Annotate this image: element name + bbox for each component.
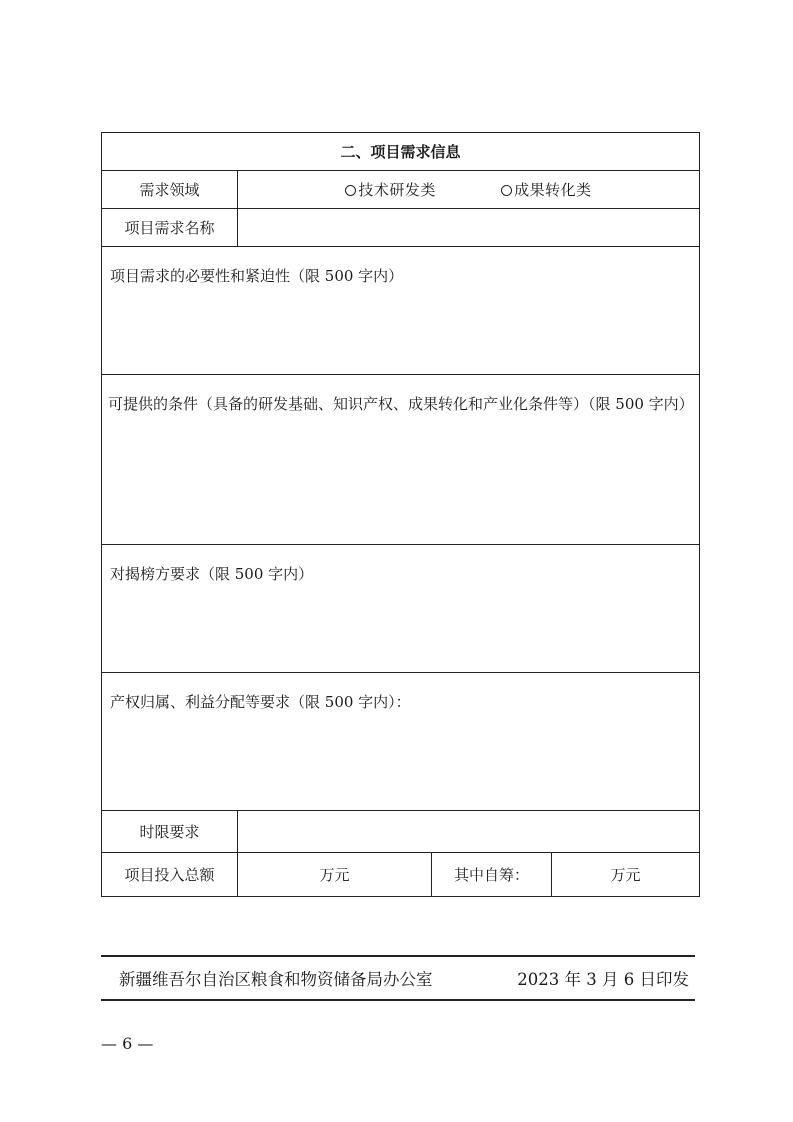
- investment-label: 项目投入总额: [102, 853, 238, 897]
- project-demand-form: [101, 132, 700, 897]
- ip-label: 产权归属、利益分配等要求（限 500 字内）：: [110, 693, 411, 711]
- self-fund-label: 其中自筹：: [432, 853, 552, 897]
- issue-footer: [101, 955, 695, 1001]
- radio-option-tech-rd[interactable]: [345, 179, 436, 200]
- investment-unit: 万元: [319, 866, 350, 884]
- radio-option-label: 技术研发类: [358, 181, 436, 199]
- ip-cell[interactable]: [102, 673, 700, 811]
- field-label: 需求领域: [102, 171, 238, 209]
- issuer-name: 新疆维吾尔自治区粮食和物资储备局办公室: [119, 970, 433, 989]
- conditions-label: 可提供的条件（具备的研发基础、知识产权、成果转化和产业化条件等）（限 500 字内）: [108, 395, 694, 413]
- requirements-label: 对揭榜方要求（限 500 字内）: [110, 565, 314, 583]
- time-label: 时限要求: [102, 811, 238, 853]
- requirements-cell[interactable]: [102, 545, 700, 673]
- radio-circle-icon: [501, 185, 512, 196]
- page-number: — 6 —: [101, 1034, 154, 1053]
- time-input-cell[interactable]: [238, 811, 700, 853]
- radio-circle-icon: [345, 185, 356, 196]
- name-input-cell[interactable]: [238, 209, 700, 247]
- field-options: [238, 171, 700, 209]
- conditions-cell[interactable]: [102, 375, 700, 545]
- name-label: 项目需求名称: [102, 209, 238, 247]
- radio-option-label: 成果转化类: [514, 181, 592, 199]
- radio-option-transfer[interactable]: [501, 179, 592, 200]
- self-fund-unit: 万元: [610, 866, 641, 884]
- necessity-label: 项目需求的必要性和紧迫性（限 500 字内）: [110, 267, 404, 285]
- issue-date: 2023 年 3 月 6 日印发: [517, 970, 689, 989]
- section-title: 二、项目需求信息: [102, 133, 700, 171]
- self-fund-amount-cell[interactable]: [552, 853, 700, 897]
- necessity-cell[interactable]: [102, 247, 700, 375]
- investment-amount-cell[interactable]: [238, 853, 432, 897]
